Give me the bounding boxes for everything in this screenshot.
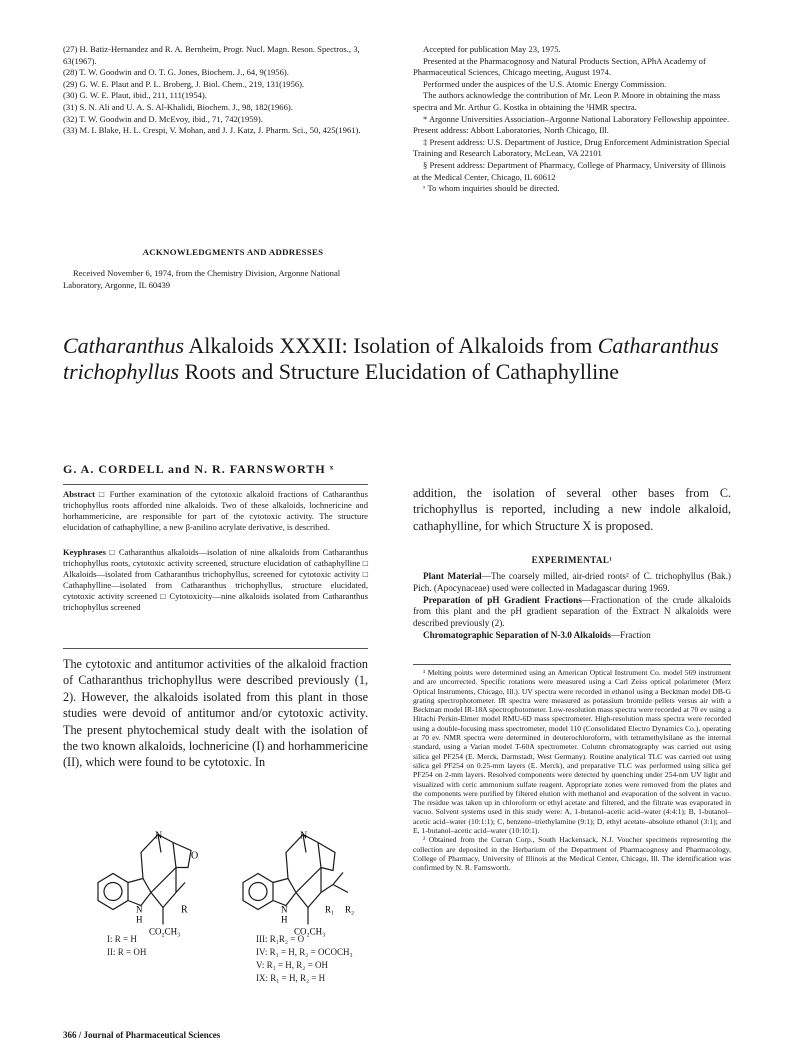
address-note-1: * Argonne Universities Association–Argonne National Laboratory Fellowship appointee. Present address: Abbott Laboratories, North Chicago, Ill. [413, 113, 730, 136]
reference-29: (29) G. W. E. Plaut and P. L. Broberg, J. Biol. Chem., 219, 131(1956). [63, 78, 305, 89]
compound-ix-label: IX: R₁ = H, R₂ = H [256, 973, 326, 983]
acknowledge-note: The authors acknowledge the contribution of Mr. Leon P. Moore in obtaining the mass spectra and Mr. Arthur G. Kostka in obtaining the ¹HMR spectra. [413, 90, 721, 112]
correspondence-note: ˣ To whom inquiries should be directed. [423, 183, 560, 194]
plant-material-text: —The coarsely milled, air-dried roots² of C. trichophyllus (Bak.) Pich. (Apocynaceae) used were collected in Madagascar during 1969. [413, 571, 731, 593]
authors: G. A. CORDELL and N. R. FARNSWORTH ˣ [63, 462, 335, 476]
reference-33: (33) M. I. Blake, H. L. Crespi, V. Mohan, and J. J. Katz, J. Pharm. Sci., 50, 425(1961). [63, 125, 361, 136]
compound-ii-label: II: R = OH [107, 947, 147, 957]
experimental-body [413, 571, 731, 642]
accepted-note: Accepted for publication May 23, 1975. [423, 44, 561, 54]
experimental-heading: EXPERIMENTAL¹ [531, 555, 613, 565]
footnotes [413, 668, 731, 873]
aromatic-circle-left [104, 883, 122, 901]
reference-list [63, 44, 368, 137]
abstract-top-rule [63, 484, 368, 485]
nh-h-label-left: H [136, 914, 143, 925]
page-footer: 366 / Journal of Pharmaceutical Sciences [63, 1030, 221, 1040]
keyphrases [63, 547, 368, 613]
address-note-3: § Present address: Department of Pharmacy, College of Pharmacy, University of Illinois at the Medical Center, Chicago, IL 60612 [413, 159, 726, 182]
presented-note: Presented at the Pharmacognosy and Natural Products Section, APhA Academy of Pharmaceutical Sciences, Chicago meeting, August 1974. [413, 55, 706, 78]
abstract-text: Further examination of the cytotoxic alkaloid fractions of Catharanthus trichophyllus roots afforded nine alkaloids. Two of these alkaloids, lochnericine and horhammericine, are responsible for part of the cytotoxic activity. The structure elucidation of cathaphylline, a new β-anilino acrylate derivative, is described. [63, 489, 368, 532]
side-bond-left [163, 893, 176, 908]
c16-bond-left [151, 893, 163, 908]
r-label-left: R [181, 904, 188, 916]
pyrrole-ring-right [273, 879, 296, 906]
acknowledgments-heading: ACKNOWLEDGMENTS AND ADDRESSES [142, 247, 324, 257]
plant-material-paragraph [413, 571, 731, 595]
ester-label-left: CO₂CH₃ [149, 926, 181, 937]
substituent-bond-3 [333, 885, 348, 893]
plant-material-label: Plant Material [423, 571, 482, 581]
compound-v-label: V: R₁ = H, R₂ = OH [256, 960, 329, 970]
chromatography-paragraph [413, 630, 731, 642]
keyphrases-text: Catharanthus alkaloids—isolation of nine alkaloids from Catharanthus trichophyllus roots, cytotoxic activity screened, structure elucidation of cathaphylline □ Alkaloids—isolated from Catharanthus trichophyllus, screened for cytotoxic activity □ Cathaphylline—isolated from Catharanthus trichophyllus, structure elucidated, cytotoxic activity screened □ Cytotoxicity—nine alkaloids isolated from Catharanthus trichophyllus screened [63, 547, 368, 612]
structure-labels-left [107, 933, 146, 959]
side-bond-right [308, 893, 321, 908]
title-end: Roots and Structure Elucidation of Cathaphylline [179, 359, 620, 384]
compound-iii-label: III: R₁R₂ = O [256, 934, 305, 944]
introduction-continued: addition, the isolation of several other bases from C. trichophyllus is reported, including a new indole alkaloid, cathaphylline, for which Structure X is proposed. [413, 486, 731, 533]
reference-30: (30) G. W. E. Plaut, ibid., 211, 111(1954). [63, 90, 207, 101]
keyphrases-label: Keyphrases [63, 547, 106, 557]
publication-notes [413, 44, 731, 195]
substituent-bond-1 [321, 885, 333, 893]
footnote-rule [413, 664, 731, 665]
benzene-ring-left [98, 874, 128, 910]
footnote-2: ² Obtained from the Curran Corp., South Hackensack, N.J. Voucher specimens representing the collection are deposited in the Herbarium of the Department of Pharmacognosy and Pharmacology, College of Pharmacy, University of Illinois at the Medical Center, Chicago, Ill. The identification was confirmed by N. R. Farnsworth. [413, 835, 731, 873]
n-label-right: N [300, 830, 308, 842]
title-species: Catharanthus trichophyllus [63, 333, 719, 384]
reference-32: (32) T. W. Goodwin and D. McEvoy, ibid., 71, 742(1959). [63, 113, 263, 124]
reference-27: (27) H. Batiz-Hernandez and R. A. Bernheim, Progr. Nucl. Magn. Reson. Spectros., 3, 63(1967). [63, 44, 360, 66]
abstract-bottom-rule [63, 648, 368, 649]
structure-lochnericine [98, 835, 191, 925]
introduction-paragraph: The cytotoxic and antitumor activities of the alkaloid fraction of Catharanthus trichophyllus were described previously (1, 2). However, the alkaloids isolated from this plant in those studies were devoid of antitumor and/or cytotoxic activity. The present phytochemical study dealt with the isolation of the two known alkaloids, lochnericine (I) and horhammericine (II), which were found to be cytotoxic. In [63, 657, 368, 770]
nh-n-label-left: N [136, 904, 143, 915]
chromatography-text: —Fraction [610, 629, 651, 640]
o-label-left: O [191, 850, 199, 862]
title-genus: Catharanthus [63, 333, 185, 358]
keyphrases-box-icon: □ [109, 547, 116, 557]
title-middle: Alkaloids XXXII: Isolation of Alkaloids from [184, 333, 598, 358]
ester-label-right: CO₂CH₃ [294, 926, 326, 937]
c16-bond-right [296, 893, 308, 908]
auspices-note: Performed under the auspices of the U.S. Atomic Energy Commission. [423, 78, 667, 89]
substituent-bond-2 [333, 873, 343, 885]
ph-gradient-text: —Fractionation of the crude alkaloids from this plant and the pH gradient separation of the Extract N alkaloids were described previously (2). [413, 594, 731, 629]
footnote-1: ¹ Melting points were determined using an American Optical Instrument Co. model 569 instrument and are uncorrected. Specific rotations were measured using a Carl Zeiss optical polarimeter (Merz Optical Instruments, Chicago, Ill.). UV spectra were recorded in ethanol using a Beckman model DB-G grating spectrophotometer. IR spectra were measured as potassium bromide pellets versus air with a Beckman model IR-18A spectrophotometer. Low-resolution mass spectra were recorded at 70 ev using a Hitachi Perkin-Elmer model RMU-6D mass spectrometer. High-resolution mass spectra were recorded using a double-focusing mass spectrometer, model 110 (Consolidated Electro Dynamics Co.), operating at 70 ev. NMR spectra were determined in deuterochloroform, with tetramethylsilane as the internal standard, using a Varian model T-60A spectrometer. Column chromatography was carried out using silica gel PF254 (E. Merck, Darmstadt, West Germany). Routine analytical TLC was carried out using silica gel PF254 on 0.25-mm layers (E. Merck), and preparative TLC was performed using silica gel PF254 on 2-mm layers. Resolved components were detected by quenching under 254-nm UV light and visualized with ceric ammonium sulfate reagent. Appropriate zones were removed from the plates and the components were purified by filtered elution with methanol and evaporation of the solvent in vacuo. The residue was taken up in chloroform or ethyl acetate and filtered, and the filtrate was evaporated in vacuo. Solvent systems used in this study were: A, 1-butanol–acetic acid–water (4:4:1); B, 1-butanol–acetic acid–water (10:1:1); C, benzene–triethylamine (9:1); D, ethyl acetate–absolute ethanol (3:1); and E, 1-butanol–acetic acid–water (10:10:1). [413, 668, 731, 836]
ph-gradient-paragraph [413, 595, 731, 630]
compound-i-label: I: R = H [107, 934, 137, 944]
nh-h-label-right: H [281, 914, 288, 925]
aromatic-circle-right [249, 883, 267, 901]
nh-n-label-right: N [281, 904, 288, 915]
structure-labels-right [256, 933, 353, 985]
compound-iv-label: IV: R₁ = H, R₂ = OCOCH₃ [256, 947, 353, 957]
abstract [63, 489, 368, 533]
ethyl-bond-left [176, 883, 185, 893]
benzene-ring-right [243, 874, 273, 910]
reference-31: (31) S. N. Ali and U. A. S. Al-Khalidi, Biochem. J., 98, 182(1966). [63, 101, 293, 112]
r1-label: R₁ [325, 904, 335, 915]
address-note-2: ‡ Present address: U.S. Department of Justice, Drug Enforcement Administration Special Training and Research Laboratory, McLean, VA 22101 [413, 136, 730, 159]
ph-gradient-label: Preparation of pH Gradient Fractions [423, 594, 582, 605]
reference-28: (28) T. W. Goodwin and O. T. G. Jones, Biochem. J., 64, 9(1956). [63, 67, 289, 78]
pyrrole-ring-left [128, 879, 151, 906]
n-label-left: N [155, 830, 163, 842]
chromatography-label: Chromatographic Separation of N-3.0 Alkaloids [423, 629, 611, 640]
abstract-label: Abstract [63, 489, 95, 499]
abstract-box-icon: □ [98, 489, 106, 499]
r2-label: R₂ [345, 904, 355, 915]
received-note: Received November 6, 1974, from the Chemistry Division, Argonne National Laboratory, Argonne, IL 60439 [63, 268, 341, 290]
article-title [63, 333, 743, 385]
